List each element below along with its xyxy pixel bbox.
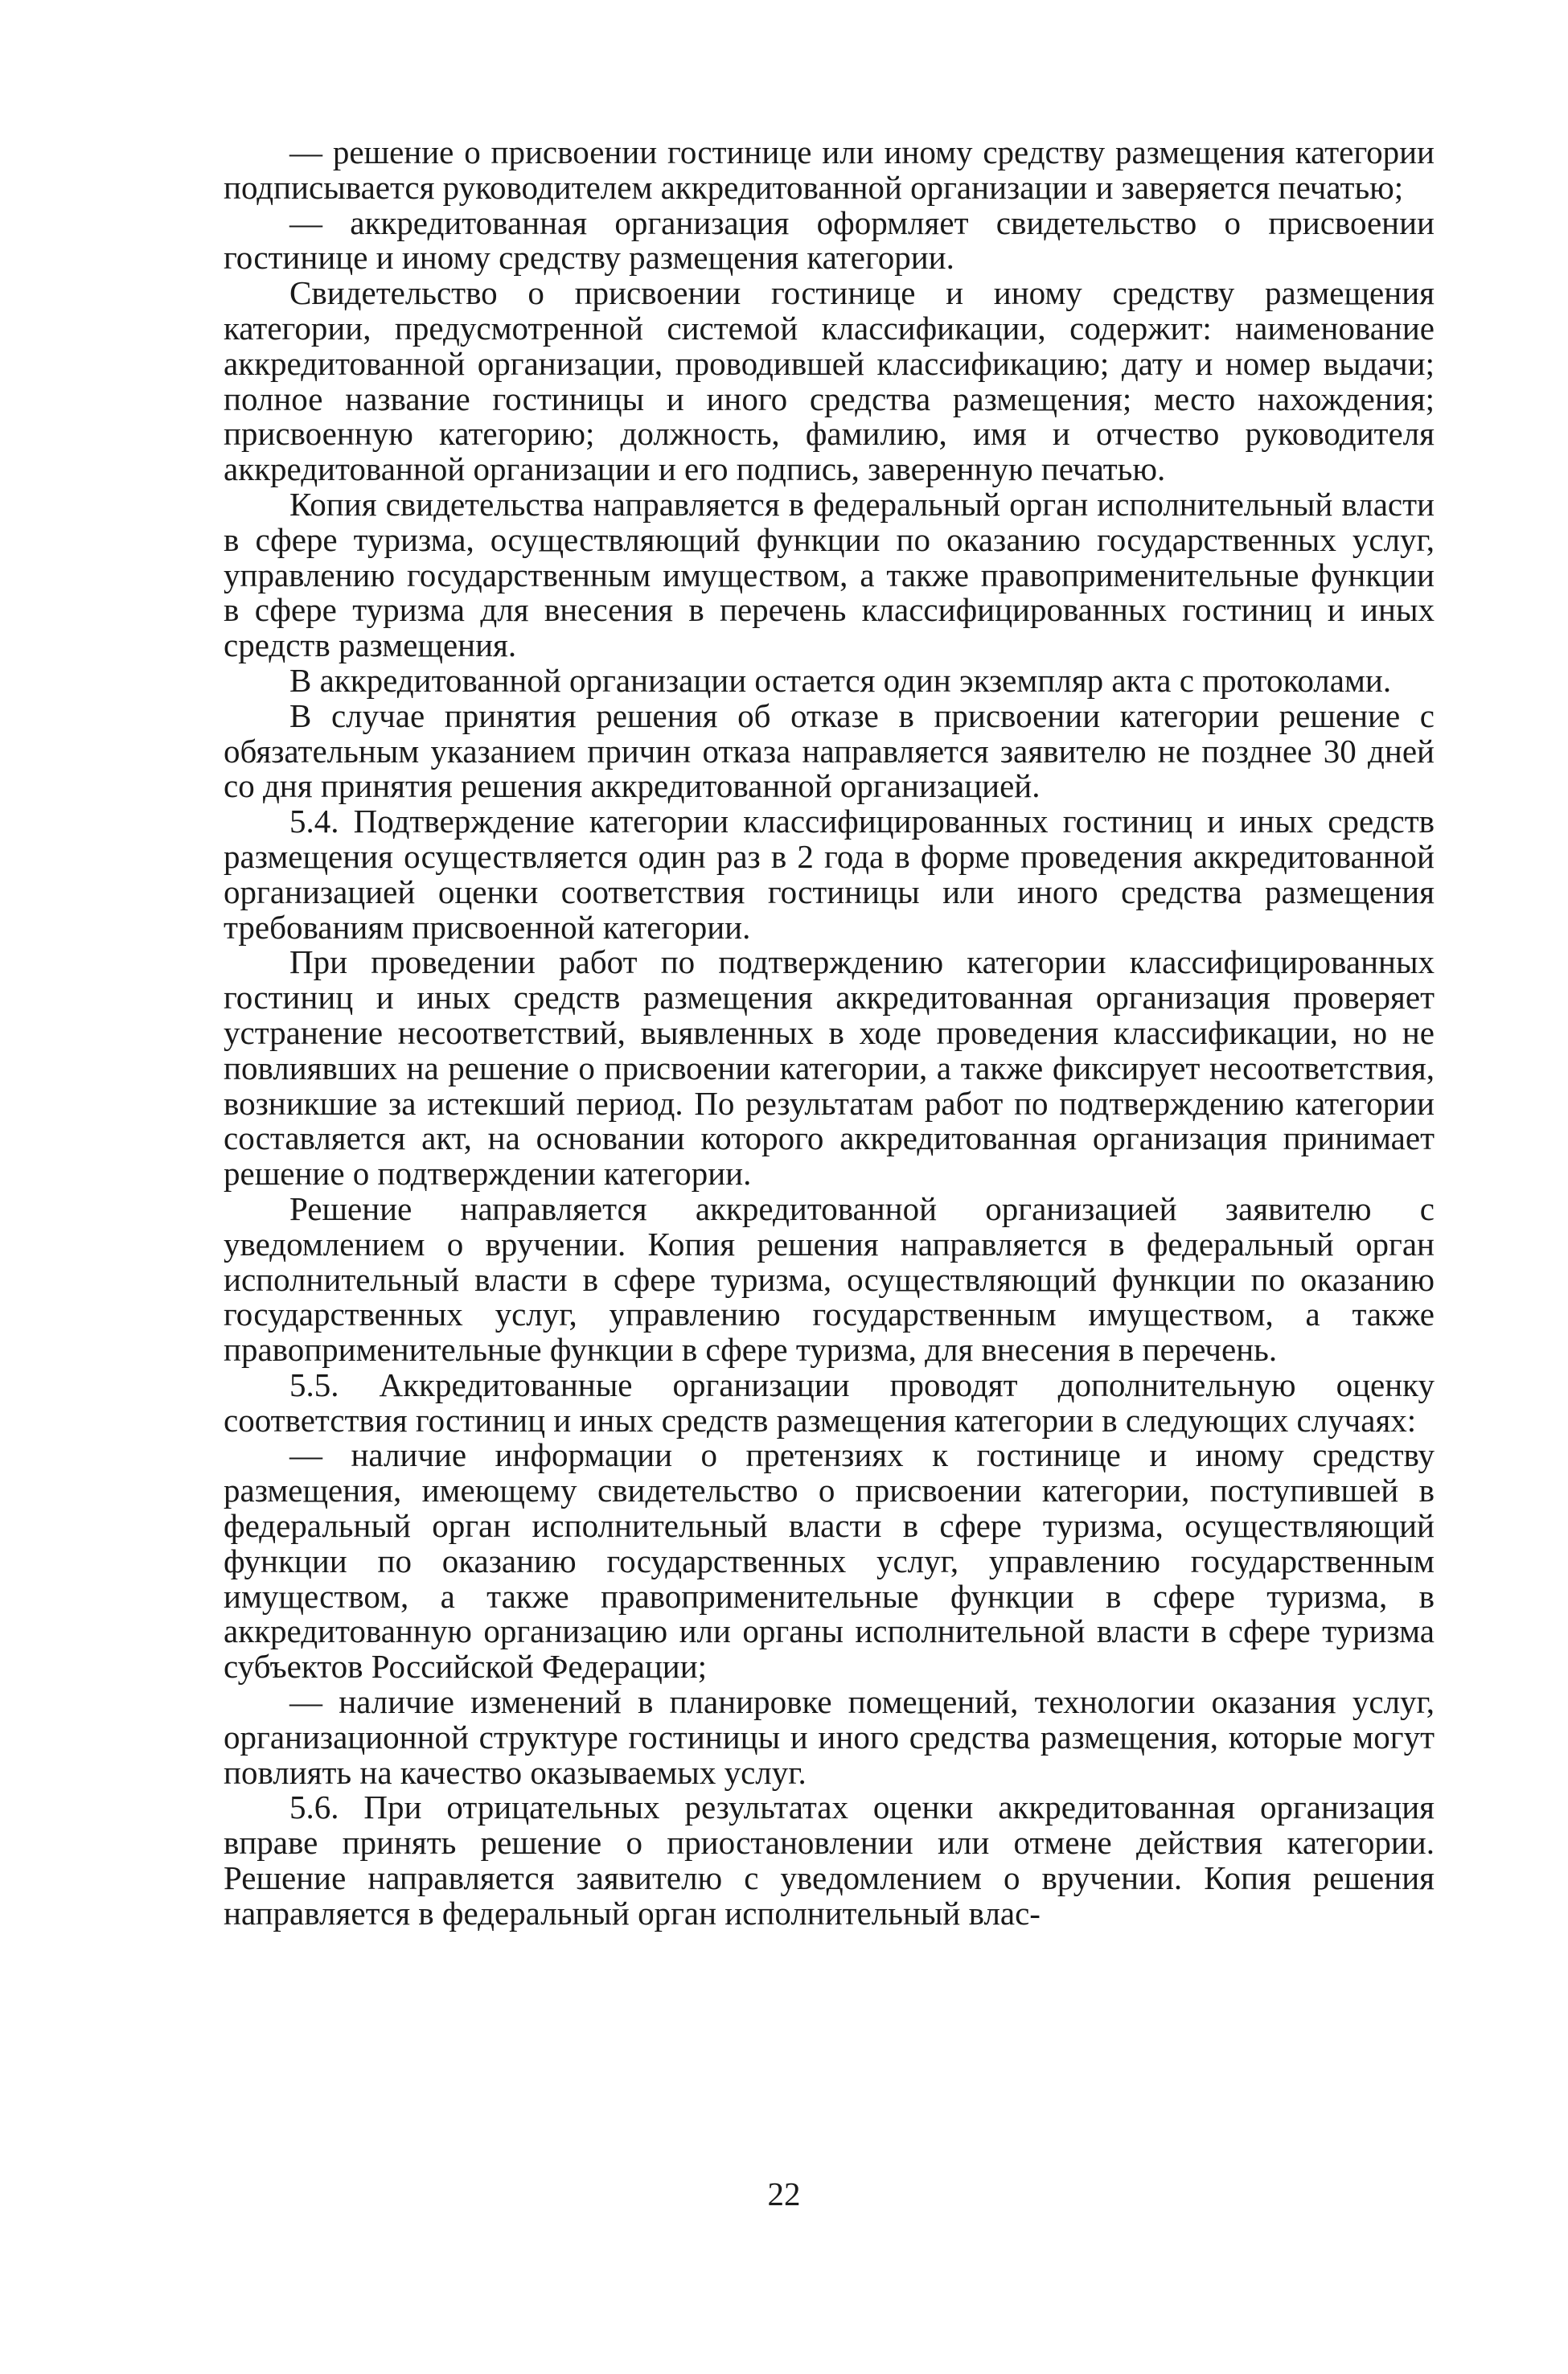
paragraph-certificate-copy: Копия свидетельства направляется в федеральный орган исполнительный власти в сфере туризма, осуществляющий функции по оказанию государственных услуг, управлению государственным имуществом, а также правоприменительные функции в сфере туризма для внесения в перечень классифицированных гостиниц и иных средств размещения. bbox=[224, 485, 1435, 664]
paragraph-confirmation-works: При проведении работ по подтверждению категории классифицированных гостиниц и иных средств размещения аккредитованная организация проверяет устранение несоответствий, выявленных в ходе проведения классификации, но не повлиявших на решение о присвоении категории, а также фиксирует несоответствия, возникшие за истекший период. По результатам работ по подтверждению категории составляется акт, на основании которого аккредитованная организация принимает решение о подтверждении категории. bbox=[224, 943, 1435, 1193]
paragraph-certificate-issued: — аккредитованная организация оформляет свидетельство о присвоении гостинице и иному средству размещения категории. bbox=[224, 203, 1435, 277]
body-text bbox=[224, 135, 1435, 1932]
paragraph-layout-changes: — наличие изменений в планировке помещений, технологии оказания услуг, организационной структуре гостиницы и иного средства размещения, которые могут повлиять на качество оказываемых услуг. bbox=[224, 1683, 1435, 1791]
page-number: 22 bbox=[767, 2175, 801, 2212]
paragraph-decision-sent: Решение направляется аккредитованной организацией заявителю с уведомлением о вручении. Копия решения направляется в федеральный орган исполнительный власти в сфере туризма, осуществляющий функции по оказанию государственных услуг, управлению государственным имуществом, а также правоприменительные функции в сфере туризма, для внесения в перечень. bbox=[224, 1189, 1435, 1369]
paragraph-decision-signing: — решение о присвоении гостинице или иному средству размещения категории подписывается руководителем аккредитованной организации и заверяется печатью; bbox=[224, 133, 1435, 206]
paragraph-section-5-4: 5.4. Подтверждение категории классифицированных гостиниц и иных средств размещения осуществляется один раз в 2 года в форме проведения аккредитованной организацией оценки соответствия гостиницы или иного средства размещения требованиям присвоенной категории. bbox=[224, 803, 1435, 946]
paragraph-section-5-5: 5.5. Аккредитованные организации проводят дополнительную оценку соответствия гостиниц и иных средств размещения категории в следующих случаях: bbox=[224, 1366, 1435, 1439]
paragraph-section-5-6: 5.6. При отрицательных результатах оценки аккредитованная организация вправе принять решение о приостановлении или отмене действия категории. Решение направляется заявителю с уведомлением о вручении. Копия решения направляется в федеральный орган исполнительный влас- bbox=[224, 1789, 1435, 1932]
paragraph-certificate-contents: Свидетельство о присвоении гостинице и иному средству размещения категории, предусмотренной системой классификации, содержит: наименование аккредитованной организации, проводившей классификацию; дату и номер выдачи; полное название гостиницы и иного средства размещения; место нахождения; присвоенную категорию; должность, фамилию, имя и отчество руководителя аккредитованной организации и его подпись, заверенную печатью. bbox=[224, 274, 1435, 488]
paragraph-act-copy: В аккредитованной организации остается один экземпляр акта с протоколами. bbox=[289, 661, 1392, 699]
paragraph-refusal: В случае принятия решения об отказе в присвоении категории решение с обязательным указанием причин отказа направляется заявителю не позднее 30 дней со дня принятия решения аккредитованной организацией. bbox=[224, 696, 1435, 805]
paragraph-claims-info: — наличие информации о претензиях к гостинице и иному средству размещения, имеющему свидетельство о присвоении категории, поступившей в федеральный орган исполнительный власти в сфере туризма, осуществляющий функции по оказанию государственных услуг, управлению государственным имуществом, а также правоприменительные функции в сфере туризма, в аккредитованную организацию или органы исполнительной власти в сфере туризма субъектов Российской Федерации; bbox=[224, 1436, 1435, 1686]
